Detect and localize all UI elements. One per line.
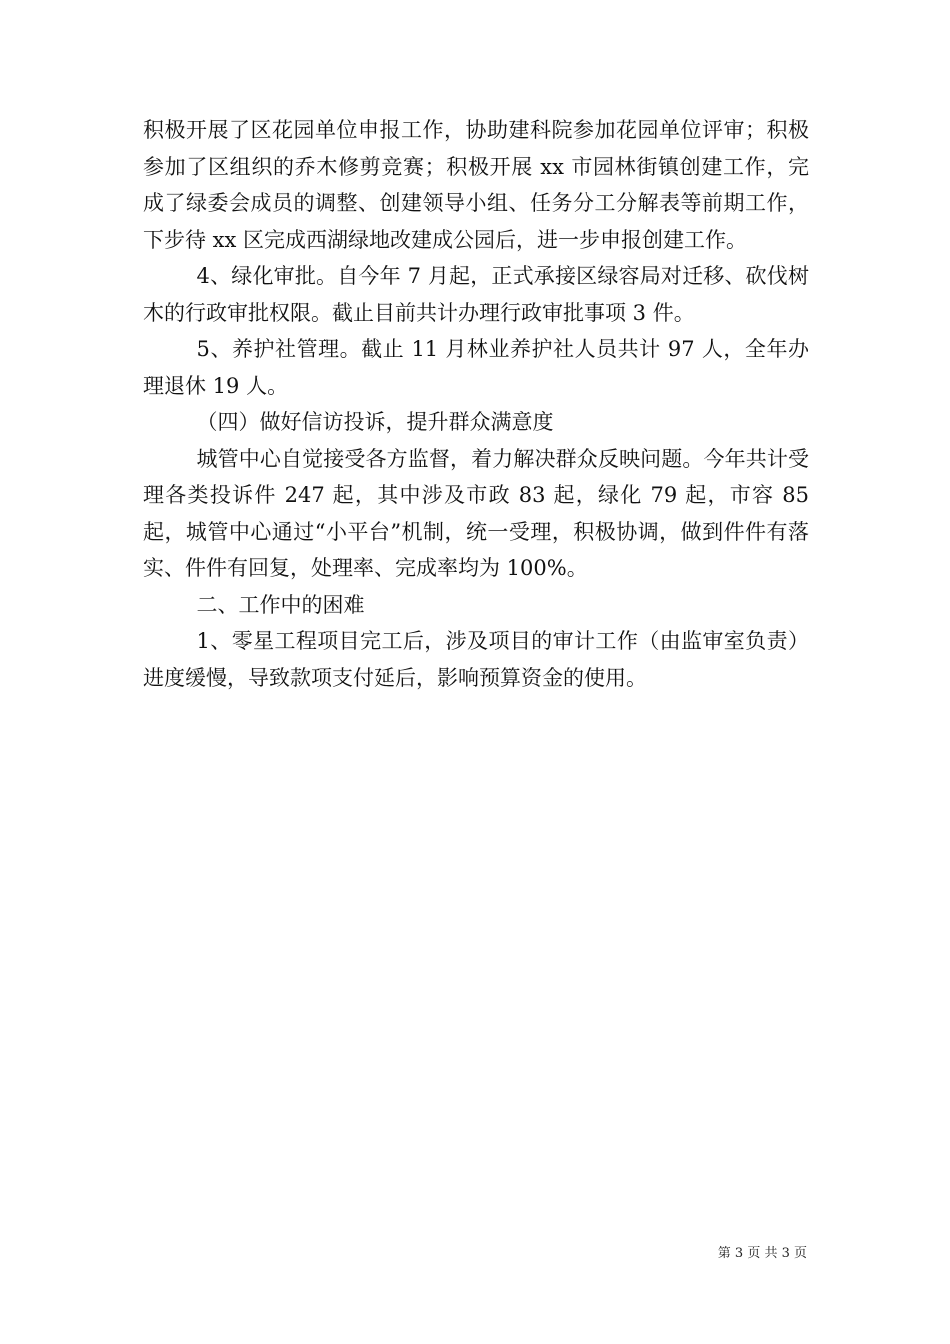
document-body <box>143 112 809 696</box>
section-heading-complaints: （四）做好信访投诉，提升群众满意度 <box>196 410 554 434</box>
paragraph-audit-delay: 1、零星工程项目完工后，涉及项目的审计工作（由监审室负责）进度缓慢，导致款项支付延后，影响预算资金的使用。 <box>143 629 809 690</box>
paragraph-maintenance-society: 5、养护社管理。截止 11 月林业养护社人员共计 97 人，全年办理退休 19 人。 <box>143 337 809 398</box>
paragraph-complaint-handling: 城管中心自觉接受各方监督，着力解决群众反映问题。今年共计受理各类投诉件 247 起，其中涉及市政 83 起，绿化 79 起，市容 85 起，城管中心通过“小平台”机制，统一受理，积极协调，做到件件有落实、件件有回复，处理率、完成率均为 100%。 <box>143 446 809 580</box>
paragraph-greening-approval: 4、绿化审批。自今年 7 月起，正式承接区绿容局对迁移、砍伐树木的行政审批权限。截止目前共计办理行政审批事项 3 件。 <box>143 264 809 325</box>
page-number-footer: 第 3 页 共 3 页 <box>717 1246 807 1261</box>
paragraph-garden-unit-application: 积极开展了区花园单位申报工作，协助建科院参加花园单位评审；积极参加了区组织的乔木修剪竞赛；积极开展 xx 市园林街镇创建工作，完成了绿委会成员的调整、创建领导小组、任务分工分解表等前期工作，下步待 xx 区完成西湖绿地改建成公园后，进一步申报创建工作。 <box>143 118 809 252</box>
section-heading-difficulties: 二、工作中的困难 <box>196 592 365 617</box>
